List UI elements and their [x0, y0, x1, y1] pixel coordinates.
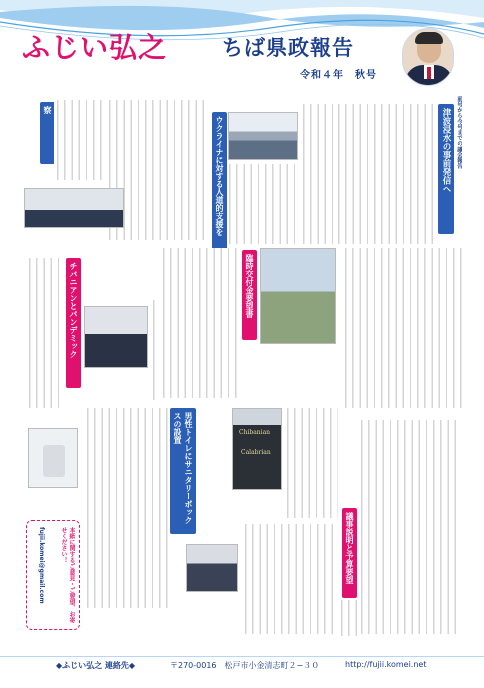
contact-message: 本紙に関するご意見・ご要望、お寄せください！	[60, 527, 75, 623]
plaque-right-text	[284, 408, 338, 518]
sanitary-box-photo	[28, 428, 78, 488]
tsunami-text	[335, 104, 435, 244]
plaque-text-calabrian: Calabrian	[241, 449, 271, 456]
chiban-group-photo	[84, 306, 148, 368]
chiban-text	[26, 258, 64, 408]
heading-tsunami: 津波浸水の事前発信へ	[438, 104, 454, 234]
heading-intro: 前号から今号までの議会報告	[456, 96, 462, 169]
contact-email[interactable]: fujii.komei@gmail.com	[38, 527, 45, 604]
tsunami-text-2	[300, 104, 334, 244]
footer-url[interactable]: http://fujii.komei.net	[345, 660, 427, 669]
politician-name: ふじい弘之	[22, 31, 168, 64]
heading-ukraine: ウクライナに対する人道的支援を	[212, 112, 227, 262]
heading-toilet: 男性トイレにサニタリーボックスの設置	[170, 408, 196, 534]
chiban-text-2	[150, 300, 158, 400]
budget-text-2	[338, 600, 358, 636]
field-photo	[260, 248, 336, 344]
chibanian-plaque-photo	[232, 408, 282, 490]
mid-right-text	[342, 248, 462, 408]
visit-text	[54, 100, 102, 180]
heading-chiban: チバニアンとパンデミック	[66, 258, 81, 388]
portrait-photo	[402, 28, 454, 86]
heading-visit: 察	[40, 102, 66, 164]
report-title: ちば県政報告	[222, 36, 354, 60]
footer-address: 〒270-0016 松戸市小金清志町２−３０	[170, 661, 320, 670]
header	[0, 0, 484, 90]
contact-box	[26, 520, 80, 630]
budget-text	[358, 420, 462, 634]
meeting-photo-bottom	[186, 544, 238, 592]
visit-group-photo	[24, 188, 124, 228]
plaque-text-chibanian: Chibanian	[239, 429, 271, 436]
meeting-room-photo	[228, 112, 298, 160]
bottom-mid-text	[242, 524, 338, 634]
tsunami-text-3	[226, 164, 298, 244]
remote-text	[160, 248, 238, 398]
issue-season: 令和４年 秋号	[300, 70, 377, 81]
heading-budget: 議事説明と予算要望	[342, 508, 357, 598]
heading-remote: 臨時交付金要望書	[242, 250, 257, 340]
footer-contact-label: ◆ふじい弘之 連絡先◆	[56, 661, 136, 670]
toilet-text	[84, 408, 168, 608]
footer	[0, 652, 484, 688]
